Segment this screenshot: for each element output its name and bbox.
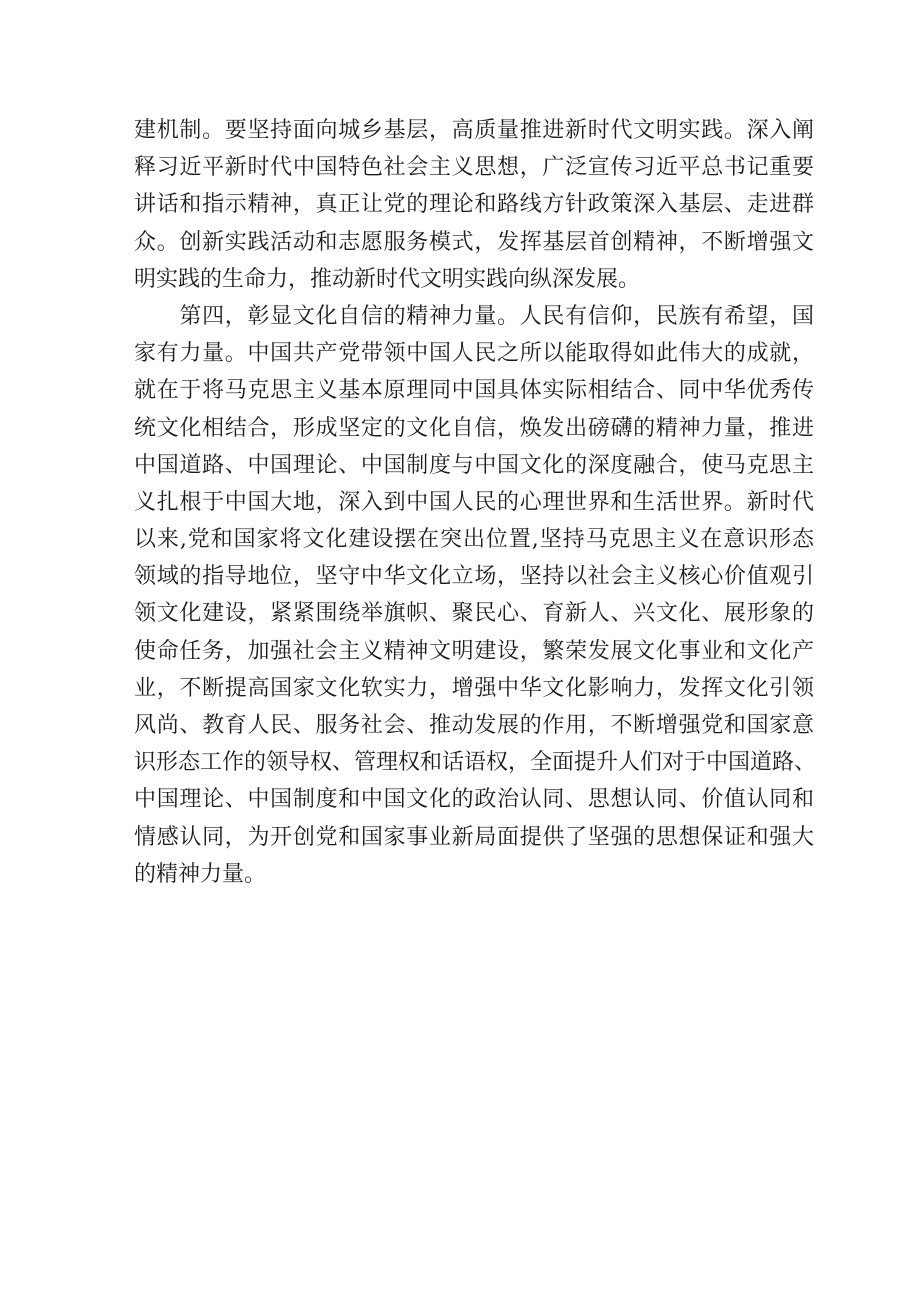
text-line: 明实践的生命力，推动新时代文明实践向纵深发展。 xyxy=(134,266,641,292)
text-line: 情感认同，为开创党和国家事业新局面提供了坚强的思想保证和强大 xyxy=(134,824,814,850)
text-line: 释习近平新时代中国特色社会主义思想，广泛宣传习近平总书记重要 xyxy=(134,155,814,181)
text-line: 领文化建设，紧紧围绕举旗帜、聚民心、育新人、兴文化、展形象的 xyxy=(134,601,814,627)
text-line: 众。创新实践活动和志愿服务模式，发挥基层首创精神，不断增强文 xyxy=(134,229,814,255)
text-line: 建机制。要坚持面向城乡基层，高质量推进新时代文明实践。深入阐 xyxy=(134,118,814,143)
paragraph-1 xyxy=(134,112,814,298)
text-line: 识形态工作的领导权、管理权和话语权，全面提升人们对于中国道路、 xyxy=(134,750,817,776)
text-line: 中国道路、中国理论、中国制度与中国文化的深度融合，使马克思主 xyxy=(134,452,814,478)
text-line: 中国理论、中国制度和中国文化的政治认同、思想认同、价值认同和 xyxy=(134,787,814,813)
text-line: 以来,党和国家将文化建设摆在突出位置,坚持马克思主义在意识形态 xyxy=(134,527,814,553)
text-line: 使命任务，加强社会主义精神文明建设，繁荣发展文化事业和文化产 xyxy=(134,638,814,664)
text-line: 就在于将马克思主义基本原理同中国具体实际相结合、同中华优秀传 xyxy=(134,378,814,404)
text-line: 风尚、教育人民、服务社会、推动发展的作用，不断增强党和国家意 xyxy=(134,713,814,738)
text-line: 领域的指导地位，坚守中华文化立场，坚持以社会主义核心价值观引 xyxy=(134,564,814,590)
text-line: 统文化相结合，形成坚定的文化自信，焕发出磅礴的精神力量，推进 xyxy=(134,415,814,441)
text-line: 业，不断提高国家文化软实力，增强中华文化影响力，发挥文化引领 xyxy=(134,675,814,701)
text-line: 义扎根于中国大地，深入到中国人民的心理世界和生活世界。新时代 xyxy=(134,489,814,515)
text-line: 讲话和指示精神，真正让党的理论和路线方针政策深入基层、走进群 xyxy=(134,192,814,218)
text-line: 家有力量。中国共产党带领中国人民之所以能取得如此伟大的成就， xyxy=(134,341,814,367)
paragraph-2 xyxy=(134,298,817,893)
text-line: 第四，彰显文化自信的精神力量。人民有信仰，民族有希望，国 xyxy=(134,303,814,329)
text-line: 的精神力量。 xyxy=(134,861,267,887)
body-text xyxy=(134,112,817,893)
